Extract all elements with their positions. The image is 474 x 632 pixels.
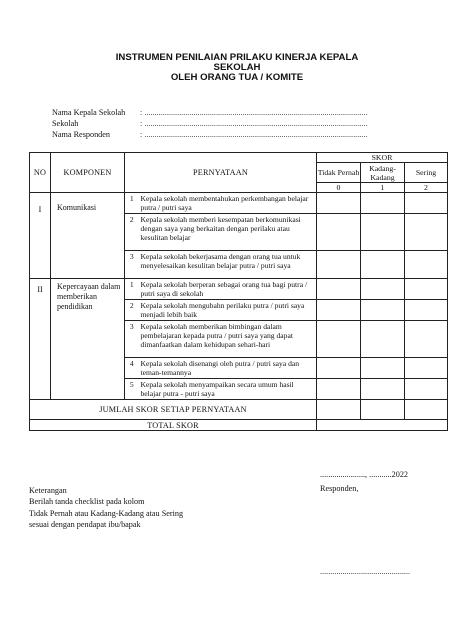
score-cell-kadang-kadang[interactable] bbox=[361, 358, 405, 379]
score-cell-sering[interactable] bbox=[405, 321, 448, 358]
item-statement: Kepala sekolah memberi kesempatan berkomunikasi dengan saya yang berkaitan dengan perilaku atau kesulitan belajar bbox=[139, 214, 317, 251]
score-cell-tidak-pernah[interactable] bbox=[317, 358, 361, 379]
jumlah-row bbox=[30, 400, 448, 420]
identity-respondent-label: Nama Responden bbox=[52, 130, 110, 139]
score-cell-kadang-kadang[interactable] bbox=[361, 214, 405, 251]
score-cell-kadang-kadang[interactable] bbox=[361, 279, 405, 300]
assessment-table bbox=[29, 152, 448, 431]
score-cell-kadang-kadang[interactable] bbox=[361, 300, 405, 321]
jumlah-cell-tidak-pernah[interactable] bbox=[317, 400, 361, 420]
header-pernyataan: PERNYATAAN bbox=[125, 153, 317, 193]
score-cell-sering[interactable] bbox=[405, 379, 448, 400]
group-komponen: Kepercayaan dalam memberikan pendidikan bbox=[51, 279, 125, 400]
header-no: NO bbox=[30, 153, 51, 193]
header-skor: SKOR bbox=[317, 153, 448, 163]
score-cell-tidak-pernah[interactable] bbox=[317, 251, 361, 279]
document-title-line2: SEKOLAH bbox=[213, 62, 261, 73]
score-cell-sering[interactable] bbox=[405, 358, 448, 379]
item-statement: Kepala sekolah memberikan bimbingan dalam pembelajaran kepada putra / putri saya yang dapat dimanfaatkan dalam kehidupan sehari-hari bbox=[139, 321, 317, 358]
keterangan-line3: sesuai dengan pendapat ibu/bapak bbox=[29, 520, 141, 529]
item-number: 5 bbox=[125, 379, 139, 400]
jumlah-cell-sering[interactable] bbox=[405, 400, 448, 420]
item-statement: Kepala sekolah bekerjasama dengan orang tua untuk menyelesaikan kesulitan belajar putra / putri saya bbox=[139, 251, 317, 279]
jumlah-skor-label: JUMLAH SKOR SETIAP PERNYATAAN bbox=[30, 400, 317, 420]
keterangan-line1: Berilah tanda checklist pada kolom bbox=[29, 497, 145, 506]
item-number: 1 bbox=[125, 193, 139, 214]
keterangan-heading: Keterangan bbox=[29, 486, 67, 495]
item-statement: Kepala sekolah membentahukan perkembangan belajar putra / putri saya bbox=[139, 193, 317, 214]
table-row bbox=[30, 279, 448, 300]
score-cell-tidak-pernah[interactable] bbox=[317, 214, 361, 251]
item-number: 1 bbox=[125, 279, 139, 300]
identity-school-field[interactable]: : ............................................................................................................. bbox=[140, 119, 368, 128]
item-number: 2 bbox=[125, 214, 139, 251]
score-value-1: 1 bbox=[361, 183, 405, 193]
item-statement: Kepala sekolah disenangi oleh putra / putri saya dan teman-temannya bbox=[139, 358, 317, 379]
score-cell-sering[interactable] bbox=[405, 300, 448, 321]
signature-date: ......................, ...........2022 bbox=[320, 470, 409, 479]
keterangan-line2: Tidak Pernah atau Kadang-Kadang atau Sering bbox=[29, 509, 184, 518]
header-komponen: KOMPONEN bbox=[51, 153, 125, 193]
jumlah-cell-kadang-kadang[interactable] bbox=[361, 400, 405, 420]
total-skor-cell[interactable] bbox=[317, 420, 448, 431]
score-cell-sering[interactable] bbox=[405, 279, 448, 300]
signature-responden-label: Responden, bbox=[320, 484, 359, 493]
identity-headmaster-field[interactable]: : ............................................................................................................. bbox=[140, 108, 368, 117]
header-kadang-kadang: Kadang-Kadang bbox=[361, 163, 405, 183]
score-cell-tidak-pernah[interactable] bbox=[317, 193, 361, 214]
score-cell-tidak-pernah[interactable] bbox=[317, 321, 361, 358]
score-cell-kadang-kadang[interactable] bbox=[361, 251, 405, 279]
identity-school-row bbox=[52, 119, 420, 129]
score-cell-sering[interactable] bbox=[405, 193, 448, 214]
identity-school-label: Sekolah bbox=[52, 119, 79, 128]
signature-line: ............................................ bbox=[320, 567, 411, 576]
item-statement: Kepala sekolah mengubahn perilaku putra / putri saya menjadi lebih baik bbox=[139, 300, 317, 321]
item-number: 3 bbox=[125, 251, 139, 279]
group-number: I bbox=[30, 193, 51, 279]
document-title-line1: INSTRUMEN PENILAIAN PRILAKU KINERJA KEPALA bbox=[115, 52, 359, 63]
item-number: 4 bbox=[125, 358, 139, 379]
score-cell-kadang-kadang[interactable] bbox=[361, 321, 405, 358]
group-number: II bbox=[30, 279, 51, 400]
score-cell-tidak-pernah[interactable] bbox=[317, 379, 361, 400]
item-statement: Kepala sekolah menyampaikan secara umum hasil belajar putra - putri saya bbox=[139, 379, 317, 400]
header-tidak-pernah: Tidak Pernah bbox=[317, 163, 361, 183]
total-skor-label: TOTAL SKOR bbox=[30, 420, 317, 431]
score-cell-kadang-kadang[interactable] bbox=[361, 379, 405, 400]
table-row bbox=[30, 193, 448, 214]
score-cell-sering[interactable] bbox=[405, 251, 448, 279]
score-cell-sering[interactable] bbox=[405, 214, 448, 251]
score-cell-tidak-pernah[interactable] bbox=[317, 300, 361, 321]
score-value-0: 0 bbox=[317, 183, 361, 193]
item-statement: Kepala sekolah berperan sebagai orang tua bagi putra / putri saya di sekolah bbox=[139, 279, 317, 300]
score-value-2: 2 bbox=[405, 183, 448, 193]
group-komponen: Komunikasi bbox=[51, 193, 125, 279]
identity-headmaster-label: Nama Kepala Sekolah bbox=[52, 108, 126, 117]
score-cell-kadang-kadang[interactable] bbox=[361, 193, 405, 214]
score-cell-tidak-pernah[interactable] bbox=[317, 279, 361, 300]
total-row bbox=[30, 420, 448, 431]
item-number: 2 bbox=[125, 300, 139, 321]
identity-respondent-row bbox=[52, 130, 420, 140]
identity-respondent-field[interactable]: : ............................................................................................................. bbox=[140, 130, 368, 139]
identity-headmaster-row bbox=[52, 108, 420, 118]
header-sering: Sering bbox=[405, 163, 448, 183]
item-number: 3 bbox=[125, 321, 139, 358]
document-title-line3: OLEH ORANG TUA / KOMITE bbox=[170, 72, 304, 83]
